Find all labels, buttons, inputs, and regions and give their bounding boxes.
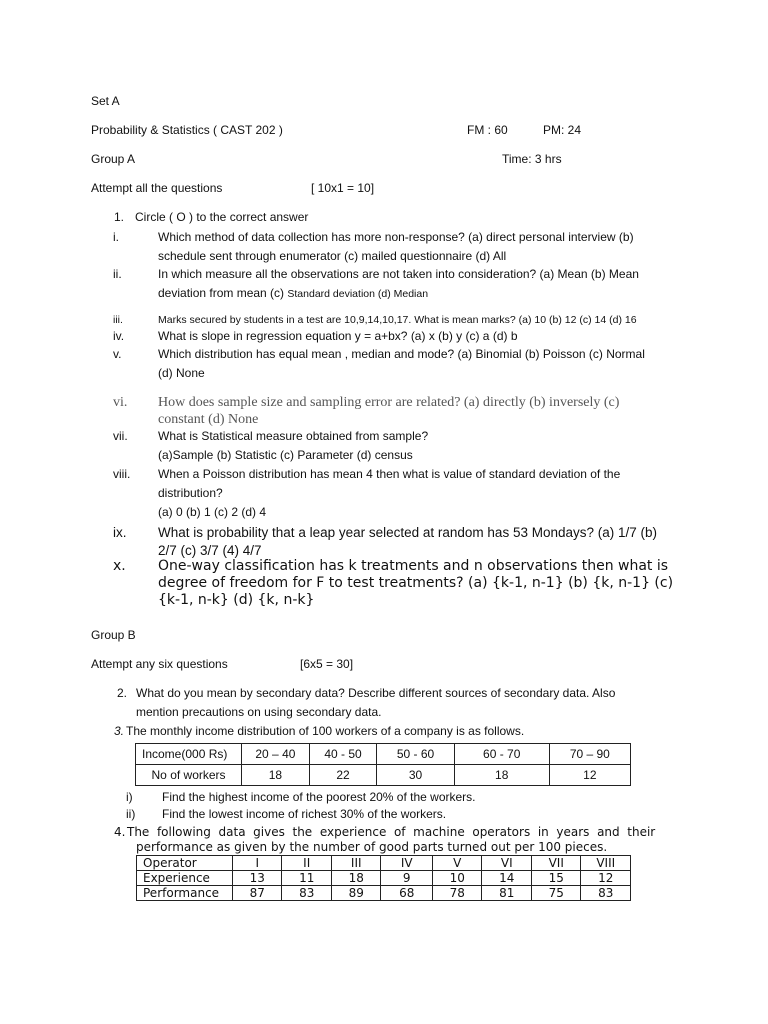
- mcq-8-line1: When a Poisson distribution has mean 4 then what is value of standard deviation of the: [158, 467, 621, 481]
- mcq-8-line2: distribution?: [158, 486, 223, 500]
- table-cell: 10: [432, 871, 482, 886]
- mcq-2-line2-a: deviation from mean (c): [158, 286, 288, 300]
- table-cell: Income(000 Rs): [136, 744, 242, 765]
- group-b-title: Group B: [91, 628, 136, 642]
- q1-text: Circle ( O ) to the correct answer: [135, 210, 309, 224]
- table-cell: 12: [581, 871, 631, 886]
- table-cell: 18: [454, 765, 549, 786]
- mcq-10-line3: {k-1, n-k} (d) {k, n-k}: [158, 592, 315, 608]
- course-title: Probability & Statistics ( CAST 202 ): [91, 123, 283, 137]
- table-cell: 20 – 40: [242, 744, 310, 765]
- mcq-7-line1: What is Statistical measure obtained from sample?: [158, 429, 429, 443]
- table-cell: VII: [531, 856, 581, 871]
- mcq-6-number: vi.: [113, 395, 128, 410]
- table-cell: No of workers: [136, 765, 242, 786]
- table-cell: II: [282, 856, 332, 871]
- group-b-instruction: Attempt any six questions: [91, 657, 228, 671]
- mcq-7: [158, 427, 678, 465]
- table-header-row: [136, 744, 631, 765]
- table-cell: 83: [282, 886, 332, 901]
- mcq-3-number: iii.: [113, 314, 123, 326]
- mcq-7-line2: (a)Sample (b) Statistic (c) Parameter (d) census: [158, 448, 413, 462]
- mcq-2-number: ii.: [113, 267, 122, 281]
- time-label: Time: 3 hrs: [502, 152, 562, 166]
- table-cell: Operator: [137, 856, 233, 871]
- mcq-5-number: v.: [113, 347, 122, 361]
- mcq-3-line1: Marks secured by students in a test are 10,9,14,10,17. What is mean marks? (a) 10 (b) 12 (c) 14 (d) 16: [158, 314, 637, 326]
- mcq-6-line2: constant (d) None: [158, 412, 259, 427]
- table-cell: 11: [282, 871, 332, 886]
- mcq-9-line1: What is probability that a leap year selected at random has 53 Mondays? (a) 1/7 (b): [158, 525, 658, 540]
- mcq-4-line1: What is slope in regression equation y = a+bx? (a) x (b) y (c) a (d) b: [158, 329, 518, 343]
- table-cell: 18: [242, 765, 310, 786]
- mcq-1-line1: Which method of data collection has more non-response? (a) direct personal interview (b): [158, 230, 634, 244]
- table-row: [137, 886, 631, 901]
- mcq-2: [158, 265, 678, 304]
- performance-table: [136, 855, 631, 901]
- q3-sub-ii-number: ii): [126, 807, 136, 821]
- table-cell: 22: [309, 765, 377, 786]
- table-cell: 18: [331, 871, 381, 886]
- mcq-1-line2: schedule sent through enumerator (c) mailed questionnaire (d) All: [158, 249, 507, 263]
- table-cell: VIII: [581, 856, 631, 871]
- mcq-10-number: x.: [113, 558, 126, 574]
- table-row: [137, 871, 631, 886]
- table-cell: 9: [381, 871, 433, 886]
- table-cell: 60 - 70: [454, 744, 549, 765]
- table-cell: Performance: [137, 886, 233, 901]
- table-cell: 83: [581, 886, 631, 901]
- table-cell: IV: [381, 856, 433, 871]
- table-cell: 40 - 50: [309, 744, 377, 765]
- group-a-instruction: Attempt all the questions: [91, 181, 223, 195]
- table-cell: 78: [432, 886, 482, 901]
- q3-number: 3.: [114, 724, 125, 738]
- q1-number: 1.: [114, 210, 125, 224]
- table-cell: III: [331, 856, 381, 871]
- income-table: [135, 743, 631, 786]
- mcq-10-line1: One-way classification has k treatments and n observations then what is: [158, 558, 669, 574]
- set-label: Set A: [91, 94, 120, 108]
- mcq-2-line2-b: Standard deviation (d) Median: [287, 288, 429, 300]
- q3-sub-i-text: Find the highest income of the poorest 20% of the workers.: [162, 790, 476, 804]
- mcq-8-line3: (a) 0 (b) 1 (c) 2 (d) 4: [158, 505, 267, 519]
- table-row: [136, 765, 631, 786]
- mcq-6-line1: How does sample size and sampling error are related? (a) directly (b) inversely (c): [158, 395, 620, 410]
- q2-number: 2.: [117, 686, 128, 700]
- table-cell: 75: [531, 886, 581, 901]
- table-cell: 50 - 60: [377, 744, 454, 765]
- q4-number: 4.: [114, 825, 126, 839]
- mcq-4-number: iv.: [113, 329, 125, 343]
- table-cell: VI: [482, 856, 532, 871]
- mcq-6: [158, 394, 678, 428]
- table-cell: 70 – 90: [549, 744, 630, 765]
- table-cell: 14: [482, 871, 532, 886]
- table-cell: 30: [377, 765, 454, 786]
- q2-line1: What do you mean by secondary data? Describe different sources of secondary data. Also: [136, 686, 616, 700]
- table-cell: 89: [331, 886, 381, 901]
- table-cell: 68: [381, 886, 433, 901]
- mcq-9-number: ix.: [113, 525, 127, 540]
- q3-text: The monthly income distribution of 100 workers of a company is as follows.: [126, 724, 525, 738]
- mcq-10: [158, 558, 698, 609]
- mcq-1: [158, 228, 678, 266]
- table-cell: I: [232, 856, 282, 871]
- mcq-2-line2: [158, 284, 678, 304]
- group-a-marks: [ 10x1 = 10]: [311, 181, 375, 195]
- mcq-5: [158, 345, 678, 383]
- mcq-5-line2: (d) None: [158, 366, 205, 380]
- pass-marks: PM: 24: [543, 123, 582, 137]
- group-b-marks: [6x5 = 30]: [300, 657, 354, 671]
- q2-line2: mention precautions on using secondary data.: [136, 705, 382, 719]
- table-cell: 87: [232, 886, 282, 901]
- table-cell: 12: [549, 765, 630, 786]
- mcq-8: [158, 465, 678, 522]
- mcq-2-line1: In which measure all the observations are not taken into consideration? (a) Mean (b) Mean: [158, 267, 639, 281]
- mcq-9: [158, 524, 678, 560]
- group-a-title: Group A: [91, 152, 136, 166]
- mcq-5-line1: Which distribution has equal mean , median and mode? (a) Binomial (b) Poisson (c) Normal: [158, 347, 645, 361]
- mcq-9-line2: 2/7 (c) 3/7 (4) 4/7: [158, 543, 262, 558]
- mcq-8-number: viii.: [113, 467, 131, 481]
- q4-line1: The following data gives the experience of machine operators in years and their: [127, 825, 656, 839]
- table-cell: V: [432, 856, 482, 871]
- mcq-7-number: vii.: [113, 429, 128, 443]
- table-cell: 81: [482, 886, 532, 901]
- table-header-row: [137, 856, 631, 871]
- q3-sub-ii-text: Find the lowest income of richest 30% of the workers.: [162, 807, 447, 821]
- table-cell: 15: [531, 871, 581, 886]
- mcq-10-line2: degree of freedom for F to test treatments? (a) {k-1, n-1} (b) {k, n-1} (c): [158, 575, 674, 591]
- table-cell: 13: [232, 871, 282, 886]
- mcq-1-number: i.: [113, 230, 119, 244]
- q4-line2: performance as given by the number of good parts turned out per 100 pieces.: [136, 840, 608, 854]
- q3-sub-i-number: i): [126, 790, 133, 804]
- full-marks: FM : 60: [467, 123, 508, 137]
- table-cell: Experience: [137, 871, 233, 886]
